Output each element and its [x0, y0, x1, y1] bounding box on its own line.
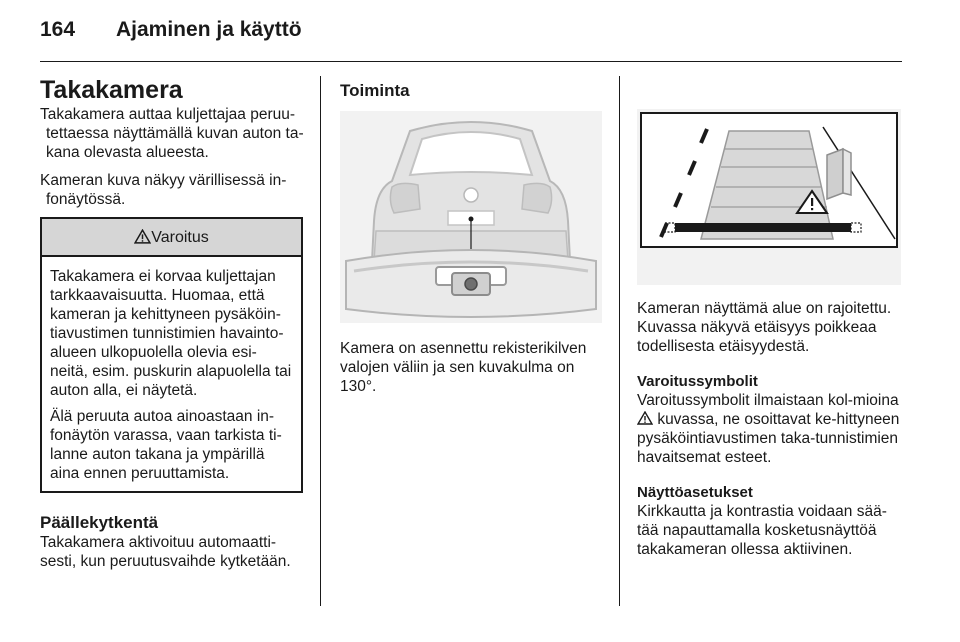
warning-symbols-paragraph	[637, 391, 903, 467]
switch-on-paragraph: Takakamera aktivoituu automaatti-sesti, kun peruutusvaihde kytketään.	[40, 534, 291, 570]
warning-header	[42, 219, 301, 257]
warning-symbols-text-end: kuvassa, ne osoittavat ke-hittyneen pysäköintiavustimen taka-tunnistimien havaitsemat esteet.	[637, 411, 900, 466]
section-title: Takakamera	[40, 76, 183, 104]
warning-paragraph-1: Takakamera ei korvaa kuljettajan tarkkaavaisuutta. Huomaa, että kameran ja kehittyneen pysäköin-tiavustimen tunnistimien havainto-alueen ulkopuolella olevia esi-neitä, esim. puskurin alapuolella tai auton alla, ei näytetä.	[50, 268, 292, 399]
warning-box	[40, 217, 303, 493]
warning-paragraph-2: Älä peruuta autoa ainoastaan in-fonäytön varassa, vaan tarkista ti-lanne auton takana ja ympärillä aina ennen peruuttamista.	[50, 408, 282, 482]
display-settings-paragraph: Kirkkautta ja kontrastia voidaan sää-tää napauttamalla kosketusnäyttöä takakameran ollessa aktiivinen.	[637, 503, 887, 558]
warning-label: Varoitus	[151, 229, 209, 246]
subsection-title-switch-on: Päällekytkentä	[40, 513, 159, 532]
color-note-paragraph: Kameran kuva näkyy värillisessä in-fonäytössä.	[40, 172, 287, 208]
chapter-title: Ajaminen ja käyttö	[116, 18, 302, 41]
warning-triangle-icon	[637, 411, 653, 425]
camera-caption: Kamera on asennettu rekisterikilven valojen väliin ja sen kuvakulma on 130°.	[340, 340, 587, 395]
header-divider	[40, 61, 902, 62]
column-divider-1	[320, 76, 321, 606]
column-left	[40, 75, 304, 571]
range-note-paragraph: Kameran näyttämä alue on rajoitettu. Kuvassa näkyvä etäisyys poikkeaa todellisesta etäisyydestä.	[637, 300, 892, 355]
intro-paragraph: Takakamera auttaa kuljettajaa peruu-tettaessa näyttämällä kuvan auton ta-kana olevasta alueesta.	[40, 106, 304, 161]
warning-symbols-text-start: Varoitussymbolit ilmaistaan kol-mioina	[637, 392, 899, 409]
camera-display-illustration	[637, 109, 901, 285]
subsection-title-function: Toiminta	[340, 81, 410, 100]
page-number: 164	[40, 18, 76, 41]
column-right	[637, 75, 903, 559]
page-header	[40, 18, 920, 58]
subsection-title-warning-symbols: Varoitussymbolit	[637, 373, 758, 390]
column-divider-2	[619, 76, 620, 606]
column-middle	[340, 75, 604, 396]
warning-body	[42, 257, 301, 491]
warning-triangle-icon	[134, 229, 151, 244]
subsection-title-display-settings: Näyttöasetukset	[637, 484, 753, 501]
car-rear-camera-illustration	[340, 111, 602, 323]
